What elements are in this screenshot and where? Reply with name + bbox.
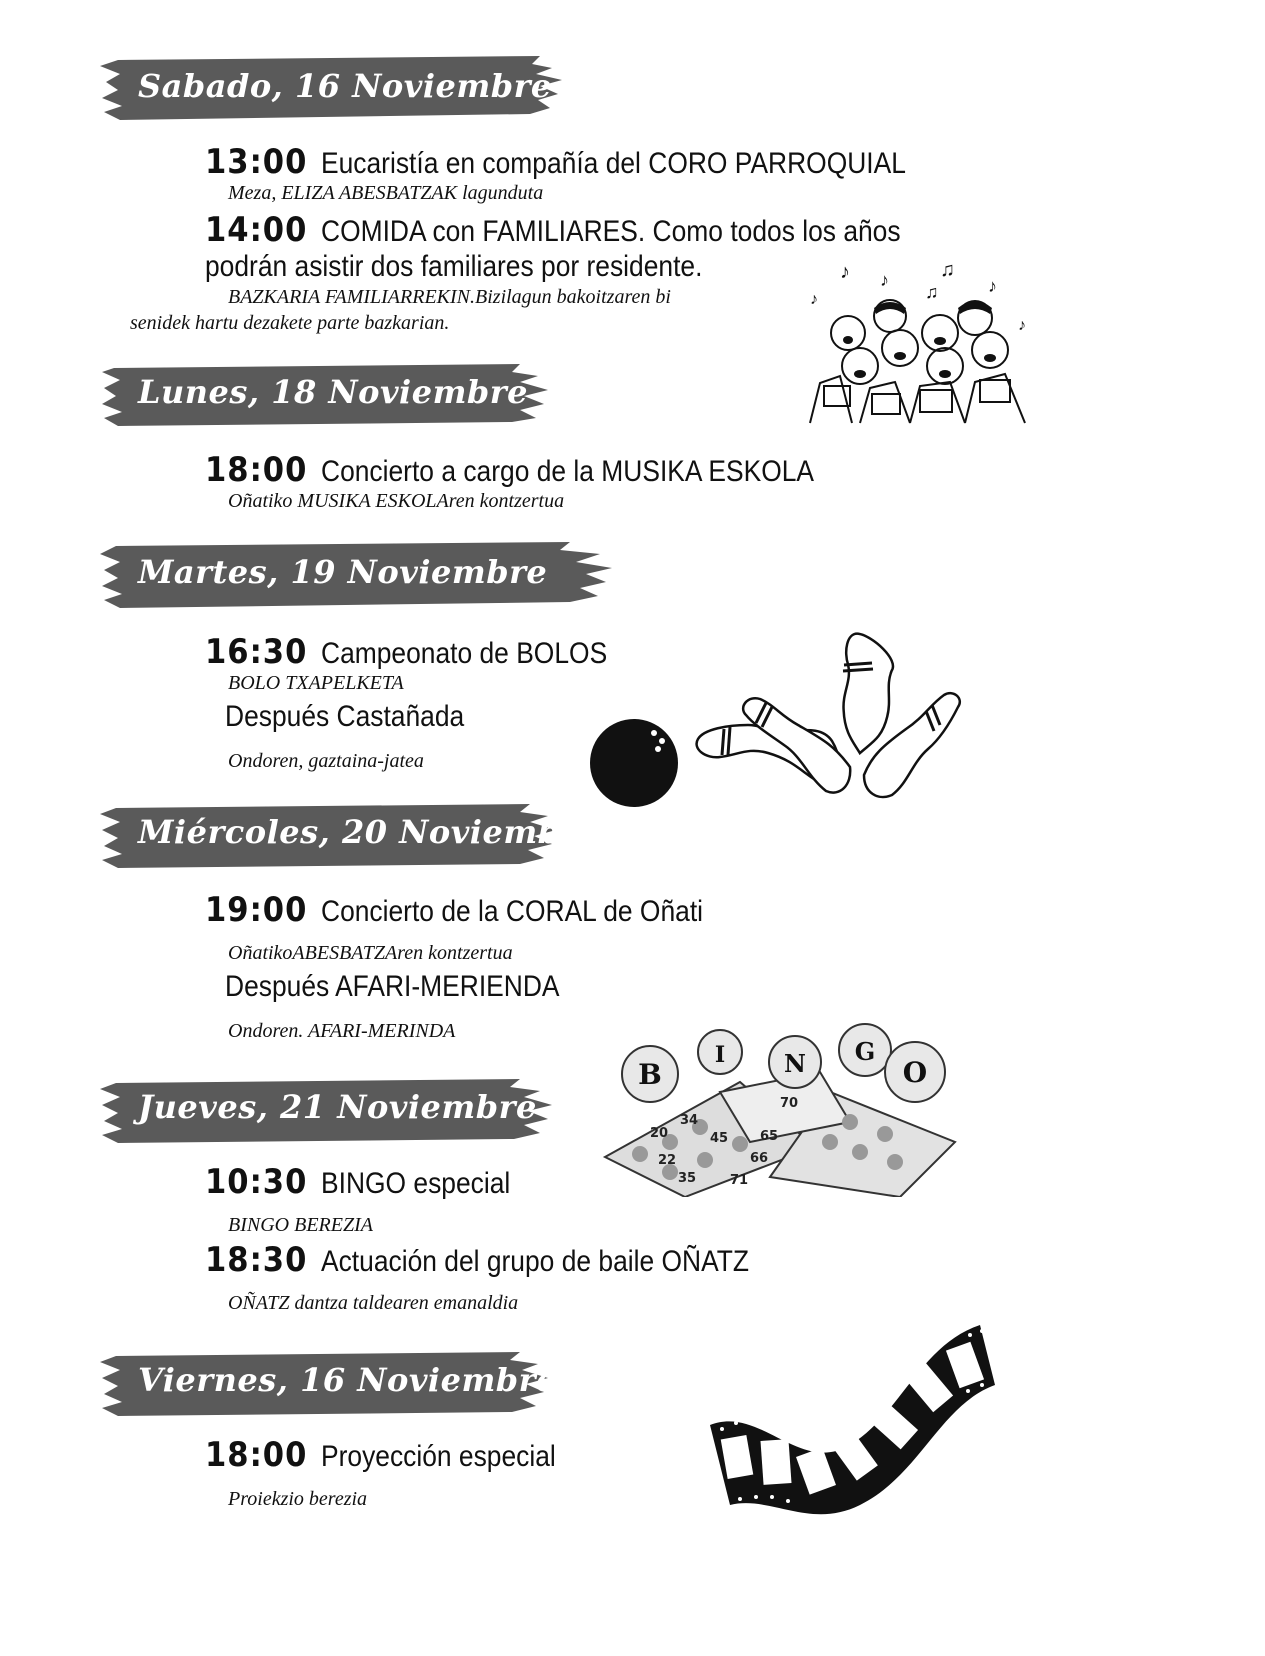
event-after: Después Castañada bbox=[225, 700, 465, 733]
event-subtitle-continued: senidek hartu dezakete parte bazkarian. bbox=[130, 312, 450, 334]
bingo-number: 66 bbox=[750, 1151, 769, 1166]
event-1030 bbox=[205, 1162, 536, 1202]
event-subtitle: BINGO BEREZIA bbox=[228, 1214, 373, 1236]
event-after-subtitle: Ondoren. AFARI-MERINDA bbox=[228, 1020, 456, 1042]
svg-text:♪: ♪ bbox=[1018, 317, 1026, 334]
day-banner-jueves bbox=[100, 1075, 560, 1143]
day-banner-martes bbox=[100, 540, 620, 608]
bingo-number: 45 bbox=[710, 1131, 729, 1146]
event-1400 bbox=[205, 210, 980, 250]
svg-text:♫: ♫ bbox=[925, 282, 939, 302]
event-title: Concierto a cargo de la MUSIKA ESKOLA bbox=[321, 455, 815, 488]
event-subtitle: OñatikoABESBATZAren kontzertua bbox=[228, 942, 513, 964]
svg-text:♪: ♪ bbox=[988, 276, 997, 296]
bingo-ball-letter: O bbox=[902, 1056, 928, 1089]
bingo-number: 20 bbox=[650, 1126, 669, 1141]
event-time: 18:00 bbox=[205, 450, 308, 490]
event-title: Actuación del grupo de baile OÑATZ bbox=[321, 1245, 750, 1278]
event-time: 18:30 bbox=[205, 1240, 308, 1280]
event-time: 14:00 bbox=[205, 210, 308, 250]
event-subtitle: Oñatiko MUSIKA ESKOLAren kontzertua bbox=[228, 490, 565, 512]
event-subtitle: BOLO TXAPELKETA bbox=[228, 672, 404, 694]
event-1900 bbox=[205, 890, 755, 930]
day-label: Martes, 19 Noviembre bbox=[138, 553, 548, 591]
bingo-number: 34 bbox=[680, 1113, 699, 1128]
svg-text:♫: ♫ bbox=[940, 259, 955, 281]
bingo-ball-letter: B bbox=[638, 1058, 662, 1091]
event-time: 16:30 bbox=[205, 632, 308, 672]
event-subtitle: BAZKARIA FAMILIARREKIN.Bizilagun bakoitzaren bi bbox=[228, 286, 671, 308]
svg-text:♪: ♪ bbox=[840, 261, 850, 283]
event-time: 18:00 bbox=[205, 1435, 308, 1475]
event-title: Proyección especial bbox=[321, 1440, 557, 1473]
day-banner-miercoles bbox=[100, 800, 599, 868]
bingo-ball-letter: I bbox=[714, 1042, 726, 1068]
event-1630 bbox=[205, 632, 647, 672]
event-title: Campeonato de BOLOS bbox=[321, 637, 608, 670]
event-time: 13:00 bbox=[205, 142, 308, 182]
event-1800-musika bbox=[205, 450, 882, 490]
bingo-ball-letter: G bbox=[854, 1037, 876, 1066]
bingo-ball-letter: N bbox=[784, 1049, 806, 1078]
bingo-number: 35 bbox=[678, 1171, 697, 1186]
bowling-illustration bbox=[588, 625, 973, 810]
event-title: Eucaristía en compañía del CORO PARROQUIAL bbox=[321, 147, 907, 180]
event-after-subtitle: Ondoren, gaztaina-jatea bbox=[228, 750, 424, 772]
event-title: Concierto de la CORAL de Oñati bbox=[321, 895, 704, 928]
event-time: 19:00 bbox=[205, 890, 308, 930]
bingo-number: 22 bbox=[658, 1153, 677, 1168]
event-title: COMIDA con FAMILIARES. Como todos los años bbox=[321, 215, 901, 248]
bingo-number: 71 bbox=[730, 1173, 749, 1188]
event-1800-proyeccion bbox=[205, 1435, 588, 1475]
event-subtitle: Proiekzio berezia bbox=[228, 1488, 368, 1510]
day-banner-sabado bbox=[100, 54, 570, 122]
event-title: BINGO especial bbox=[321, 1167, 511, 1200]
event-after: Después AFARI-MERIENDA bbox=[225, 970, 560, 1003]
event-1830 bbox=[205, 1240, 808, 1280]
event-1000 bbox=[205, 142, 986, 182]
svg-text:♪: ♪ bbox=[880, 270, 889, 290]
choir-illustration bbox=[800, 258, 1035, 428]
event-title-continued: podrán asistir dos familiares por residente. bbox=[205, 250, 703, 283]
day-label: Jueves, 21 Noviembre bbox=[138, 1088, 537, 1126]
event-subtitle: OÑATZ dantza taldearen emanaldia bbox=[228, 1292, 519, 1314]
film-strip-illustration bbox=[690, 1305, 1010, 1545]
day-banner-viernes bbox=[100, 1348, 555, 1416]
event-subtitle: Meza, ELIZA ABESBATZAK lagunduta bbox=[228, 182, 544, 204]
day-label: Miércoles, 20 Noviembre bbox=[138, 813, 599, 851]
event-time: 10:30 bbox=[205, 1162, 308, 1202]
bingo-illustration bbox=[600, 1022, 960, 1197]
day-label: Sabado, 16 Noviembre bbox=[138, 67, 552, 105]
day-banner-lunes bbox=[100, 360, 555, 428]
day-label: Lunes, 18 Noviembre bbox=[138, 373, 529, 411]
day-label: Viernes, 16 Noviembre bbox=[138, 1361, 557, 1399]
svg-text:♪: ♪ bbox=[810, 291, 818, 308]
bingo-number: 70 bbox=[780, 1096, 799, 1111]
bingo-number: 65 bbox=[760, 1129, 779, 1144]
